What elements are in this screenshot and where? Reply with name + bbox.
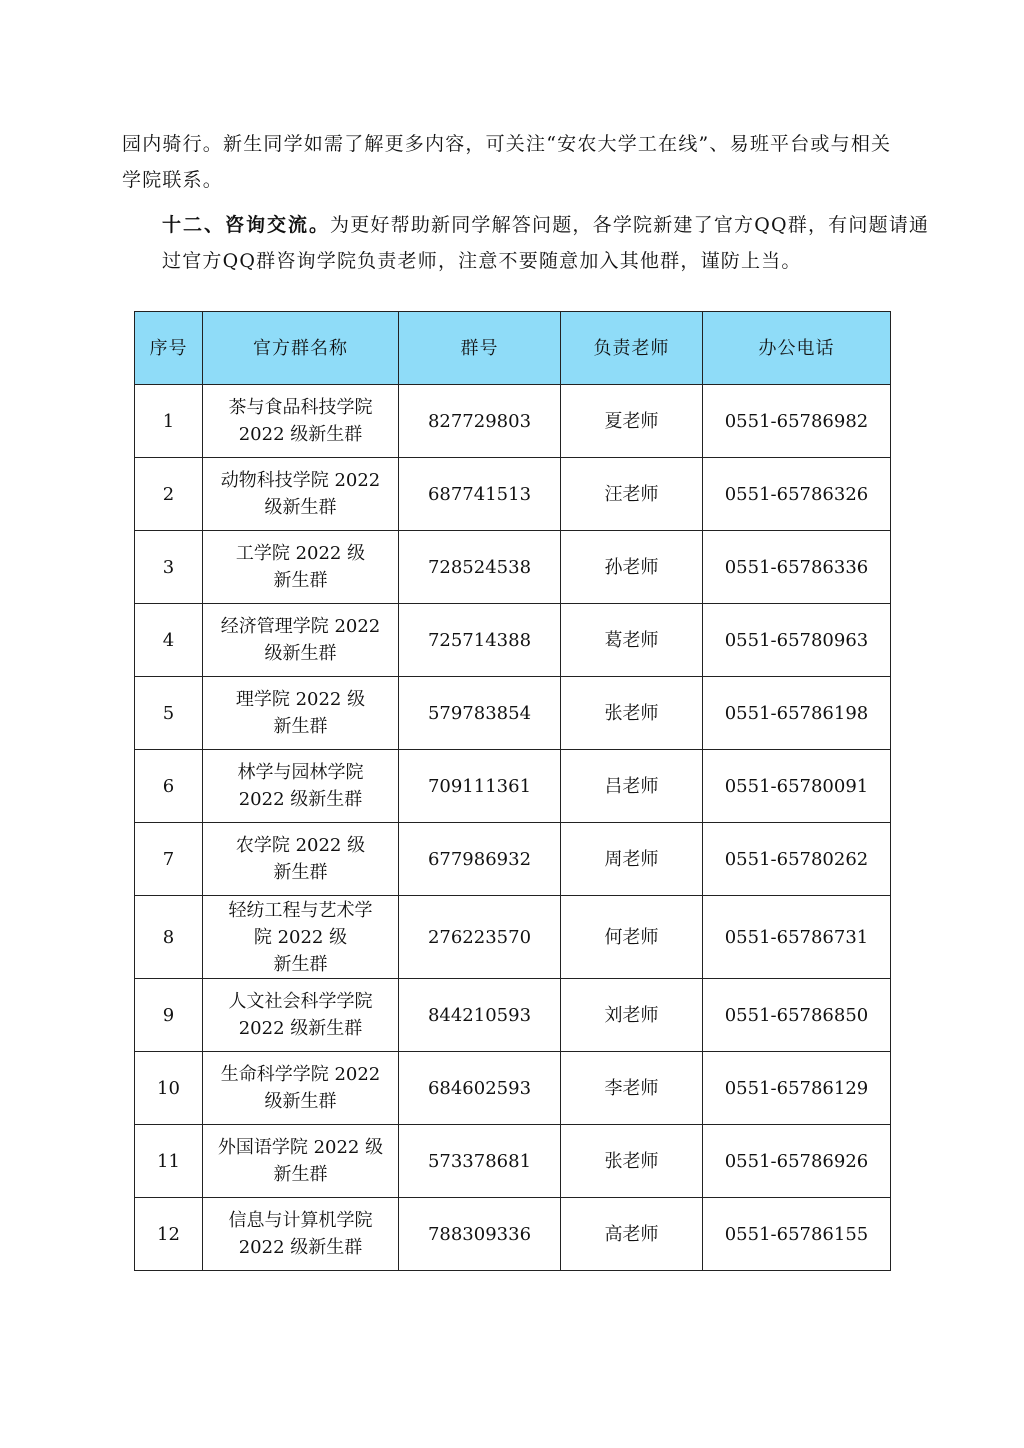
table-row: [135, 604, 891, 677]
cell-teacher: 刘老师: [561, 979, 703, 1052]
cell-teacher: 张老师: [561, 677, 703, 750]
table-row: [135, 1125, 891, 1198]
header-group-name: 官方群名称: [203, 312, 399, 385]
table-row: [135, 385, 891, 458]
cell-group-number: 788309336: [399, 1198, 561, 1271]
cell-teacher: 汪老师: [561, 458, 703, 531]
cell-group-name: 林学与园林学院 2022 级新生群: [203, 750, 399, 823]
cell-teacher: 周老师: [561, 823, 703, 896]
cell-group-name: 经济管理学院 2022 级新生群: [203, 604, 399, 677]
cell-teacher: 何老师: [561, 896, 703, 979]
cell-no: 7: [135, 823, 203, 896]
cell-no: 8: [135, 896, 203, 979]
cell-no: 11: [135, 1125, 203, 1198]
cell-group-name: 动物科技学院 2022 级新生群: [203, 458, 399, 531]
header-group-number: 群号: [399, 312, 561, 385]
cell-teacher: 夏老师: [561, 385, 703, 458]
cell-teacher: 孙老师: [561, 531, 703, 604]
cell-no: 2: [135, 458, 203, 531]
cell-no: 1: [135, 385, 203, 458]
cell-phone: 0551-65786850: [703, 979, 891, 1052]
cell-group-number: 677986932: [399, 823, 561, 896]
section-body: 为更好帮助新同学解答问题，各学院新建了官方QQ群，有问题请通过官方QQ群咨询学院负责老师，注意不要随意加入其他群，谨防上当。: [162, 214, 930, 272]
cell-group-number: 725714388: [399, 604, 561, 677]
cell-phone: 0551-65780262: [703, 823, 891, 896]
section-heading: 十二、咨询交流。: [162, 214, 331, 236]
cell-no: 4: [135, 604, 203, 677]
cell-no: 3: [135, 531, 203, 604]
cell-group-number: 573378681: [399, 1125, 561, 1198]
cell-teacher: 张老师: [561, 1125, 703, 1198]
table-header-row: [135, 312, 891, 385]
cell-teacher: 高老师: [561, 1198, 703, 1271]
cell-group-name: 农学院 2022 级 新生群: [203, 823, 399, 896]
table-row: [135, 458, 891, 531]
cell-group-name: 外国语学院 2022 级 新生群: [203, 1125, 399, 1198]
cell-phone: 0551-65786129: [703, 1052, 891, 1125]
cell-group-number: 844210593: [399, 979, 561, 1052]
cell-phone: 0551-65780091: [703, 750, 891, 823]
cell-group-number: 276223570: [399, 896, 561, 979]
cell-teacher: 李老师: [561, 1052, 703, 1125]
table-row: [135, 1052, 891, 1125]
cell-phone: 0551-65786326: [703, 458, 891, 531]
cell-phone: 0551-65786982: [703, 385, 891, 458]
cell-no: 6: [135, 750, 203, 823]
intro-paragraph-1: 园内骑行。新生同学如需了解更多内容，可关注“安农大学工在线”、易班平台或与相关学院联系。: [122, 133, 892, 191]
cell-group-number: 579783854: [399, 677, 561, 750]
cell-group-name: 理学院 2022 级 新生群: [203, 677, 399, 750]
header-phone: 办公电话: [703, 312, 891, 385]
cell-group-name: 工学院 2022 级 新生群: [203, 531, 399, 604]
cell-no: 5: [135, 677, 203, 750]
cell-phone: 0551-65786336: [703, 531, 891, 604]
cell-teacher: 葛老师: [561, 604, 703, 677]
cell-group-name: 人文社会科学学院 2022 级新生群: [203, 979, 399, 1052]
cell-teacher: 吕老师: [561, 750, 703, 823]
cell-no: 10: [135, 1052, 203, 1125]
cell-phone: 0551-65786155: [703, 1198, 891, 1271]
table-row: [135, 1198, 891, 1271]
cell-group-number: 684602593: [399, 1052, 561, 1125]
intro-paragraph-2: [122, 207, 944, 279]
cell-group-name: 轻纺工程与艺术学 院 2022 级 新生群: [203, 896, 399, 979]
cell-group-name: 生命科学学院 2022 级新生群: [203, 1052, 399, 1125]
header-teacher: 负责老师: [561, 312, 703, 385]
cell-group-number: 687741513: [399, 458, 561, 531]
table-row: [135, 896, 891, 979]
table-row: [135, 531, 891, 604]
cell-phone: 0551-65786926: [703, 1125, 891, 1198]
table-row: [135, 979, 891, 1052]
cell-phone: 0551-65786198: [703, 677, 891, 750]
cell-group-number: 728524538: [399, 531, 561, 604]
cell-no: 12: [135, 1198, 203, 1271]
cell-no: 9: [135, 979, 203, 1052]
table-row: [135, 677, 891, 750]
header-no: 序号: [135, 312, 203, 385]
cell-phone: 0551-65780963: [703, 604, 891, 677]
qq-group-table: [134, 311, 891, 1271]
cell-group-name: 信息与计算机学院 2022 级新生群: [203, 1198, 399, 1271]
cell-group-number: 709111361: [399, 750, 561, 823]
cell-group-name: 茶与食品科技学院 2022 级新生群: [203, 385, 399, 458]
cell-phone: 0551-65786731: [703, 896, 891, 979]
cell-group-number: 827729803: [399, 385, 561, 458]
table-row: [135, 823, 891, 896]
table-row: [135, 750, 891, 823]
